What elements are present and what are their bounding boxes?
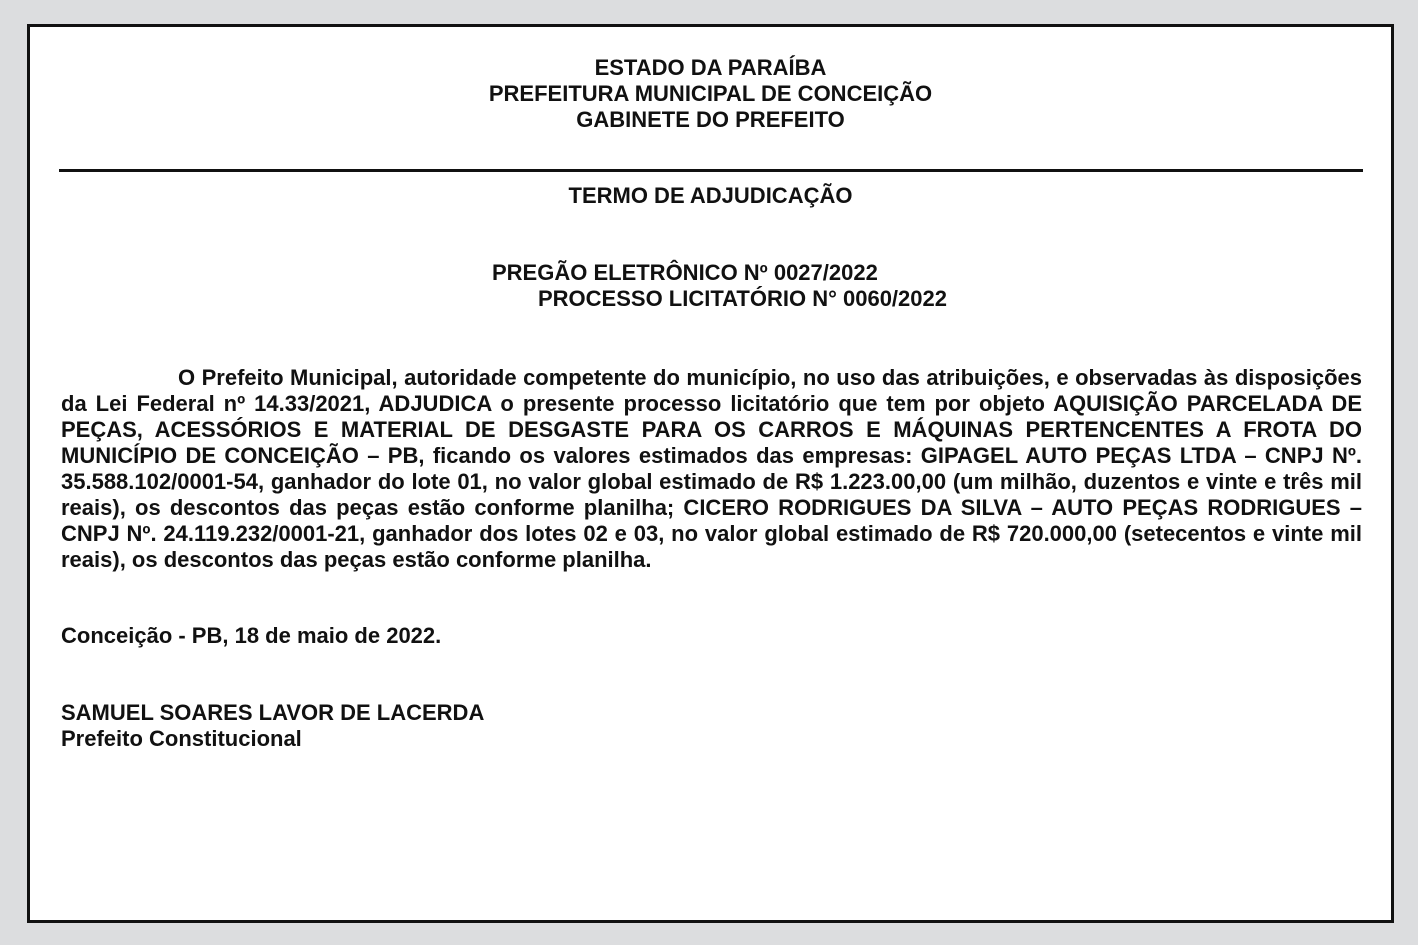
letterhead-municipality: PREFEITURA MUNICIPAL DE CONCEIÇÃO — [488, 81, 933, 106]
signatory-role: Prefeito Constitucional — [61, 726, 302, 751]
signatory-name: SAMUEL SOARES LAVOR DE LACERDA — [61, 700, 485, 725]
processo-number: PROCESSO LICITATÓRIO N° 0060/2022 — [538, 286, 947, 311]
date-line: Conceição - PB, 18 de maio de 2022. — [61, 623, 442, 648]
document-title: TERMO DE ADJUDICAÇÃO — [568, 183, 853, 208]
document-frame — [27, 24, 1394, 923]
header-divider — [59, 169, 1363, 172]
pregao-number: PREGÃO ELETRÔNICO Nº 0027/2022 — [492, 260, 878, 285]
letterhead — [30, 55, 1391, 133]
letterhead-state: ESTADO DA PARAÍBA — [594, 55, 827, 80]
letterhead-office: GABINETE DO PREFEITO — [576, 107, 845, 132]
adjudication-body: O Prefeito Municipal, autoridade competente do município, no uso das atribuições, e observadas às disposições da Lei Federal nº 14.33/2021, ADJUDICA o presente processo licitatório que tem por objeto AQUISIÇÃO PARCELADA DE PEÇAS, ACESSÓRIOS E MATERIAL DE DESGASTE PARA OS CARROS E MÁQUINAS PERTENCENTES A FROTA DO MUNICÍPIO DE CONCEIÇÃO – PB, ficando os valores estimados das empresas: GIPAGEL AUTO PEÇAS LTDA – CNPJ Nº. 35.588.102/0001-54, ganhador do lote 01, no valor global estimado de R$ 1.223.00,00 (um milhão, duzentos e vinte e três mil reais), os descontos das peças estão conforme planilha; CICERO RODRIGUES DA SILVA – AUTO PEÇAS RODRIGUES – CNPJ Nº. 24.119.232/0001-21, ganhador dos lotes 02 e 03, no valor global estimado de R$ 720.000,00 (setecentos e vinte mil reais), os descontos das peças estão conforme planilha. — [61, 365, 1362, 572]
